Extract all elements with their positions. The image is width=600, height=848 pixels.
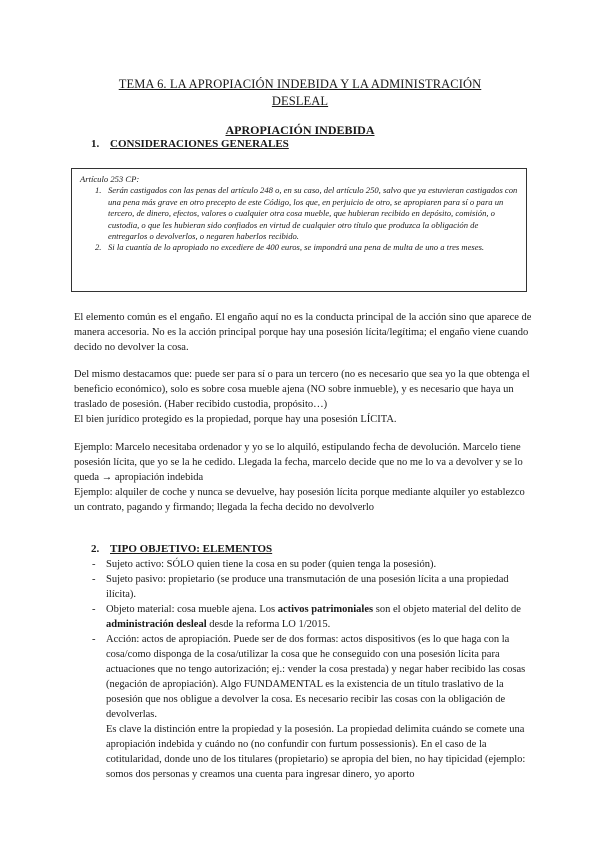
list-item <box>92 602 532 632</box>
section-2-number: 2. <box>91 543 100 555</box>
section-1-number: 1. <box>91 138 100 150</box>
article-list <box>80 185 518 253</box>
article-item-text: Si la cuantía de lo apropiado no excediere de 400 euros, se impondrá una pena de multa de uno a tres meses. <box>108 242 485 253</box>
paragraph-destacamos: Del mismo destacamos que: puede ser para sí o para un tercero (no es necesario que sea yo la que obtenga el beneficio económico), solo es sobre cosa mueble ajena (NO sobre inmueble), y es necesario que haya un traslado de posesión. (Haber recibido custodia, propósito…) <box>74 369 530 410</box>
list-item <box>92 557 532 572</box>
paragraph-bien-juridico: El bien jurídico protegido es la propiedad, porque hay una posesión LÍCITA. <box>74 414 397 425</box>
paragraph-ejemplo-2: Ejemplo: alquiler de coche y nunca se devuelve, hay posesión lícita porque mediante alquiler yo establezco un contrato, pagando y firmando; llegada la fecha decido no devolverlo <box>74 487 525 513</box>
section-title: APROPIACIÓN INDEBIDA <box>225 123 375 137</box>
activos-patrimoniales-emphasis: activos patrimoniales <box>277 604 374 615</box>
objeto-text-part: desde la reforma LO 1/2015. <box>206 619 331 630</box>
administracion-desleal-emphasis: administración desleal <box>106 619 207 630</box>
objeto-material-text <box>106 604 521 630</box>
bullet-dash: - <box>92 634 96 645</box>
objeto-text-part: Objeto material: cosa mueble ajena. Los <box>106 604 278 615</box>
list-item <box>92 632 532 722</box>
article-item-number: 2. <box>95 242 102 253</box>
article-label: Artículo 253 CP: <box>80 174 140 184</box>
sujeto-activo-text: Sujeto activo: SÓLO quien tiene la cosa en su poder (quien tenga la posesión). <box>106 559 437 570</box>
list-item <box>92 572 532 602</box>
sujeto-pasivo-text: Sujeto pasivo: propietario (se produce una transmutación de una posesión lícita a una propiedad ilícita). <box>106 574 509 600</box>
page-title: TEMA 6. LA APROPIACIÓN INDEBIDA Y LA ADMINISTRACIÓN DESLEAL <box>118 77 482 108</box>
section-2-heading: TIPO OBJETIVO: ELEMENTOS <box>110 543 273 555</box>
article-item-text: Serán castigados con las penas del artículo 248 o, en su caso, del artículo 250, salvo que ya estuvieran castigados con una pena más grave en otro precepto de este Código, los que, en perjuicio de otro, se apropiaren para sí o para un tercero, de dinero, efectos, valores o cualquier otra cosa mueble, que hubieran recibido en depósito, comisión, o custodia, o que les hubieran sido confiados en virtud de cualquier otro título que produzca la obligación de entregarlos o devolverlos, o negaren haberlos recibido. <box>108 185 518 242</box>
section-1-heading: CONSIDERACIONES GENERALES <box>110 138 289 150</box>
article-item-number: 1. <box>95 185 102 196</box>
article-box <box>71 168 527 292</box>
elements-list <box>92 557 532 782</box>
paragraph-engano: El elemento común es el engaño. El engaño aquí no es la conducta principal de la acción sino que aparece de manera accesoria. No es la acción principal porque hay una posesión lícita/legítima; el engaño viene cuando decido no devolver la cosa. <box>74 312 532 353</box>
accion-text: Acción: actos de apropiación. Puede ser de dos formas: actos dispositivos (es lo que haga con la cosa/como disponga de la cosa/utilizar la cosa que he conseguido con una posesión lícita para actuaciones que no tengo autorización; ej.: vender la cosa prestada) y negar haber recibido las cosas (negación de apropiación). Algo FUNDAMENTAL es la existencia de un título traslativo de la posesión que nos obligue a devolver la cosa. Es necesario recibir las cosas con la obligación de devolverlas. <box>106 634 526 720</box>
accion-continuation: Es clave la distinción entre la propiedad y la posesión. La propiedad delimita cuándo se comete una apropiación indebida y cuándo no (no confundir con furtum possessionis). En el caso de la cotitularidad, donde uno de los titulares (propietario) se apropia del bien, no hay tipicidad (ejemplo: somos dos personas y creamos una cuenta para ingresar dinero, yo aporto <box>106 724 526 780</box>
paragraph-ejemplo-1: Ejemplo: Marcelo necesitaba ordenador y yo se lo alquiló, estipulando fecha de devolución. Marcelo tiene posesión lícita, que yo se la he cedido. Llegada la fecha, marcelo decide que no me lo va a devolver y se lo queda → apropiación indebida <box>74 442 523 483</box>
bullet-dash: - <box>92 604 96 615</box>
bullet-dash: - <box>92 559 96 570</box>
article-item <box>80 242 518 253</box>
objeto-text-part: son el objeto material del delito de <box>373 604 521 615</box>
bullet-dash: - <box>92 574 96 585</box>
article-item <box>80 185 518 242</box>
